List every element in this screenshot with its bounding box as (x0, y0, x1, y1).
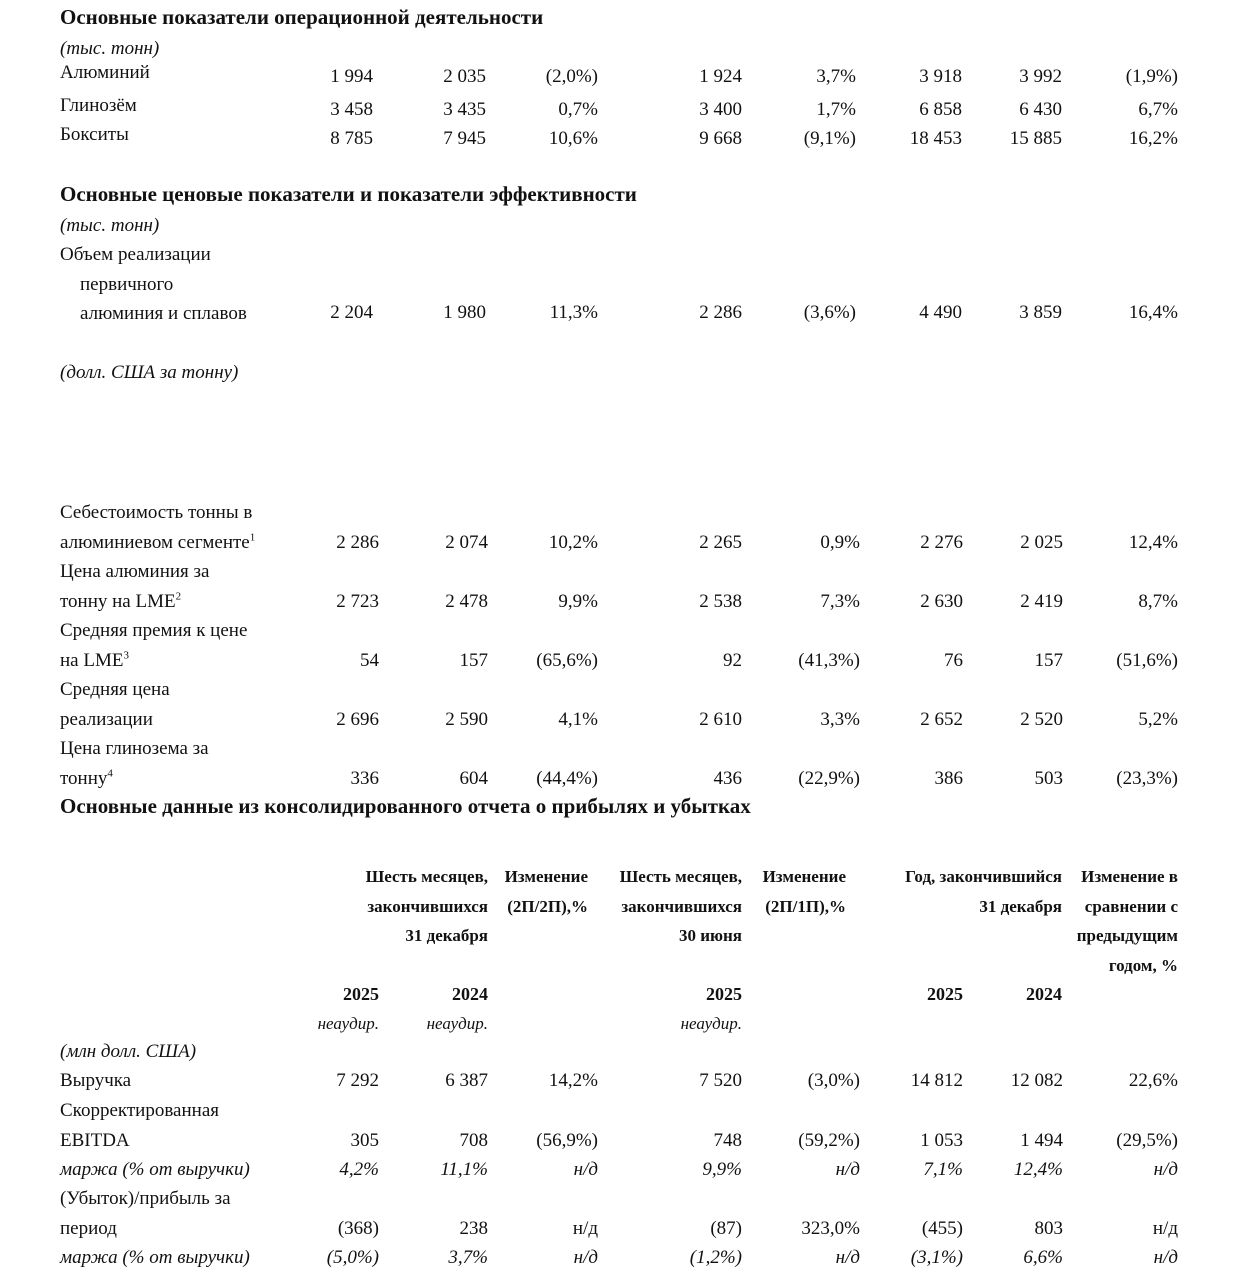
table-cell: (368) (337, 1218, 379, 1239)
table-cell: 0,9% (820, 532, 860, 553)
table-cell: 2 286 (336, 532, 379, 553)
table-cell: 157 (1034, 650, 1063, 671)
table-cell: 2 286 (699, 302, 742, 323)
column-header: Изменение (504, 867, 588, 886)
row-label (60, 650, 129, 672)
column-header: предыдущим (1076, 926, 1178, 945)
table-cell: 3 435 (443, 99, 486, 120)
column-header: Изменение в (1081, 867, 1178, 886)
footnote-marker: 4 (107, 767, 113, 780)
table-cell: 14 812 (910, 1070, 963, 1091)
column-header: закончившихся (367, 896, 488, 916)
row-label: Скорректированная (60, 1100, 219, 1121)
row-label: Объем реализации (60, 244, 211, 265)
table-cell: 708 (459, 1130, 488, 1151)
row-label-text: алюминиевом сегменте (60, 532, 250, 553)
row-label: маржа (% от выручки) (60, 1159, 250, 1180)
table-cell: 10,6% (548, 128, 598, 149)
table-cell: 323,0% (801, 1218, 860, 1239)
table-cell: 2 520 (1020, 709, 1063, 730)
column-header: 30 июня (678, 926, 742, 945)
table-cell: 7 945 (443, 128, 486, 149)
table-cell: 2 590 (445, 709, 488, 730)
table-cell: 1 994 (330, 66, 373, 87)
table-cell: 4,1% (558, 709, 598, 730)
table-cell: (29,5%) (1116, 1130, 1178, 1151)
row-label: (Убыток)/прибыль за (60, 1188, 231, 1209)
table-cell: 2 419 (1020, 591, 1063, 612)
year-header: 2025 (927, 984, 963, 1004)
table-cell: 2 074 (445, 532, 488, 553)
row-label (60, 591, 181, 613)
unit-label: (тыс. тонн) (60, 215, 160, 236)
table-cell: 305 (350, 1130, 379, 1151)
table-cell: (56,9%) (536, 1130, 598, 1151)
table-cell: 2 204 (330, 302, 373, 323)
table-cell: (1,2%) (689, 1247, 742, 1268)
row-label: маржа (% от выручки) (60, 1247, 250, 1268)
row-label: Цена алюминия за (60, 561, 210, 582)
table-cell: 5,2% (1138, 709, 1178, 730)
table-cell: 7,3% (820, 591, 860, 612)
table-cell: 2 025 (1020, 532, 1063, 553)
row-label: период (60, 1218, 117, 1239)
table-cell: 16,4% (1128, 302, 1178, 323)
table-cell: 803 (1034, 1218, 1063, 1239)
table-cell: 3,7% (448, 1247, 488, 1268)
row-label: первичного (80, 274, 174, 295)
table-cell: (23,3%) (1116, 768, 1178, 789)
table-cell: 2 478 (445, 591, 488, 612)
column-header: сравнении с (1084, 896, 1178, 916)
table-cell: н/д (1153, 1247, 1178, 1268)
table-cell: (5,0%) (326, 1247, 379, 1268)
table-cell: 2 696 (336, 709, 379, 730)
column-header: Изменение (762, 867, 846, 886)
table-cell: (9,1%) (803, 128, 856, 149)
column-header: (2П/1П),% (765, 896, 846, 916)
table-cell: (59,2%) (798, 1130, 860, 1151)
table-cell: 7,1% (923, 1159, 963, 1180)
table-cell: 9,9% (558, 591, 598, 612)
table-cell: 1 053 (920, 1130, 963, 1151)
table-cell: 15 885 (1009, 128, 1062, 149)
table-cell: 2 630 (920, 591, 963, 612)
column-header: Год, закончившийся (905, 867, 1062, 886)
table-cell: 8,7% (1138, 591, 1178, 612)
table-cell: 748 (713, 1130, 742, 1151)
unaudited-label: неаудир. (426, 1014, 488, 1033)
section-title-prices: Основные ценовые показатели и показатели эффективности (60, 182, 637, 206)
table-cell: 6 430 (1019, 99, 1062, 120)
row-label (60, 532, 255, 554)
column-header: закончившихся (621, 896, 742, 916)
row-label: Алюминий (60, 62, 150, 83)
row-label: Средняя цена (60, 679, 170, 700)
table-cell: 436 (713, 768, 742, 789)
table-cell: (455) (921, 1218, 963, 1239)
column-header: 31 декабря (979, 896, 1062, 916)
table-cell: (44,4%) (536, 768, 598, 789)
row-label-text: тонну на LME (60, 591, 176, 612)
row-label: Глинозём (60, 95, 137, 116)
row-label: Бокситы (60, 124, 129, 145)
table-cell: н/д (572, 1218, 598, 1239)
table-cell: 157 (459, 650, 488, 671)
table-cell: 11,3% (549, 302, 598, 323)
table-cell: 10,2% (548, 532, 598, 553)
table-cell: 2 723 (336, 591, 379, 612)
row-label: Себестоимость тонны в (60, 502, 253, 523)
row-label: Цена глинозема за (60, 738, 209, 759)
row-label: EBITDA (60, 1130, 130, 1151)
year-header: 2025 (343, 984, 379, 1004)
table-cell: 2 610 (699, 709, 742, 730)
unit-label: (долл. США за тонну) (60, 362, 239, 383)
table-cell: 1,7% (816, 99, 856, 120)
column-header: Шесть месяцев, (365, 867, 488, 886)
table-cell: 54 (360, 650, 379, 671)
table-cell: 9 668 (699, 128, 742, 149)
unit-label: (тыс. тонн) (60, 38, 160, 59)
table-cell: 503 (1034, 768, 1063, 789)
row-label: алюминия и сплавов (80, 303, 247, 324)
table-cell: 3 859 (1019, 302, 1062, 323)
table-cell: (65,6%) (536, 650, 598, 671)
table-cell: н/д (1153, 1159, 1178, 1180)
table-cell: 76 (944, 650, 963, 671)
table-cell: 6,6% (1023, 1247, 1063, 1268)
table-cell: 92 (723, 650, 742, 671)
section-title-pnl: Основные данные из консолидированного отчета о прибылях и убытках (60, 794, 751, 818)
table-cell: 14,2% (548, 1070, 598, 1091)
table-cell: 12,4% (1013, 1159, 1063, 1180)
table-cell: 12,4% (1128, 532, 1178, 553)
table-cell: 6,7% (1138, 99, 1178, 120)
column-header: Шесть месяцев, (619, 867, 742, 886)
table-cell: 7 292 (336, 1070, 379, 1091)
table-cell: 6 387 (445, 1070, 488, 1091)
table-cell: 3,3% (820, 709, 860, 730)
table-cell: 0,7% (558, 99, 598, 120)
table-cell: (1,9%) (1125, 66, 1178, 87)
table-cell: н/д (573, 1159, 598, 1180)
table-cell: 4 490 (919, 302, 962, 323)
table-cell: 386 (934, 768, 963, 789)
table-cell: н/д (1152, 1218, 1178, 1239)
cropped-text-fragment (0, 0, 1234, 4)
table-cell: (3,1%) (910, 1247, 963, 1268)
table-cell: н/д (835, 1247, 860, 1268)
table-cell: 11,1% (440, 1159, 488, 1180)
table-cell: 604 (459, 768, 488, 789)
table-cell: 3 992 (1019, 66, 1062, 87)
row-label-text: реализации (60, 709, 153, 730)
table-cell: (3,6%) (803, 302, 856, 323)
table-cell: 6 858 (919, 99, 962, 120)
unaudited-label: неаудир. (680, 1014, 742, 1033)
table-cell: 2 538 (699, 591, 742, 612)
row-label-text: тонну (60, 768, 108, 789)
table-cell: 3 458 (330, 99, 373, 120)
table-cell: 3,7% (816, 66, 856, 87)
unit-label: (млн долл. США) (60, 1041, 197, 1062)
table-cell: 3 400 (699, 99, 742, 120)
year-header: 2024 (452, 984, 488, 1004)
table-cell: 16,2% (1128, 128, 1178, 149)
year-header: 2025 (706, 984, 742, 1004)
table-cell: 22,6% (1128, 1070, 1178, 1091)
table-cell: 7 520 (699, 1070, 742, 1091)
table-cell: (2,0%) (545, 66, 598, 87)
table-cell: 2 265 (699, 532, 742, 553)
footnote-marker: 1 (249, 531, 256, 544)
table-cell: 238 (459, 1218, 488, 1239)
table-cell: 9,9% (702, 1159, 742, 1180)
footnote-marker: 3 (123, 649, 129, 662)
table-cell: 12 082 (1010, 1070, 1063, 1091)
table-cell: 3 918 (919, 66, 962, 87)
column-header: годом, % (1108, 955, 1178, 975)
table-cell: н/д (835, 1159, 860, 1180)
unaudited-label: неаудир. (317, 1014, 379, 1033)
table-cell: (3,0%) (807, 1070, 860, 1091)
table-cell: (22,9%) (798, 768, 860, 789)
table-cell: 2 035 (443, 66, 486, 87)
table-cell: 18 453 (909, 128, 962, 149)
table-cell: 336 (350, 768, 379, 789)
table-cell: 2 652 (920, 709, 963, 730)
table-cell: 8 785 (330, 128, 373, 149)
row-label: Средняя премия к цене (60, 620, 248, 641)
year-header: 2024 (1026, 984, 1062, 1004)
table-cell: 1 980 (443, 302, 486, 323)
table-cell: н/д (573, 1247, 598, 1268)
column-header: (2П/2П),% (507, 896, 588, 916)
table-cell: (41,3%) (798, 650, 860, 671)
table-cell: (87) (710, 1218, 742, 1239)
row-label: Выручка (60, 1070, 132, 1091)
table-cell: 2 276 (920, 532, 963, 553)
column-header: 31 декабря (405, 926, 488, 945)
table-cell: 1 494 (1020, 1130, 1063, 1151)
table-cell: 1 924 (699, 66, 742, 87)
section-title-operations: Основные показатели операционной деятельности (60, 5, 544, 29)
table-cell: 4,2% (339, 1159, 379, 1180)
footnote-marker: 2 (175, 590, 182, 603)
row-label (60, 709, 153, 731)
row-label (60, 768, 113, 790)
table-cell: (51,6%) (1116, 650, 1178, 671)
row-label-text: на LME (60, 650, 124, 671)
